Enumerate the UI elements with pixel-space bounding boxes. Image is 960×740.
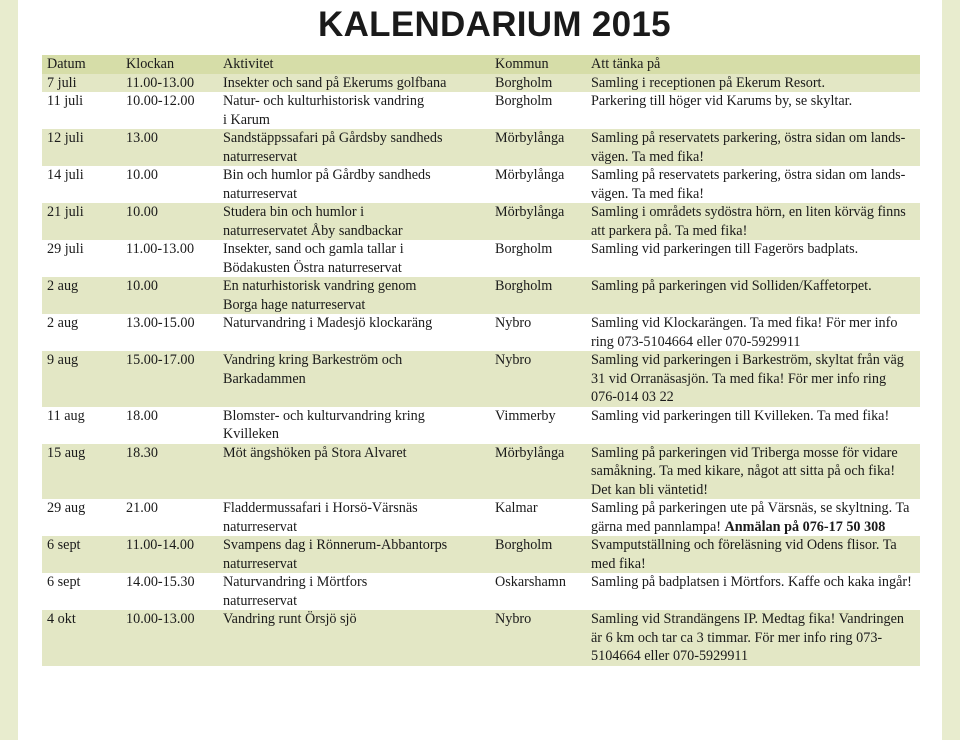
table-header-row [42,55,920,74]
cell-note: Samling på reservatets parkering, östra sidan om lands- vägen. Ta med fika! [591,167,906,202]
table-row [42,277,920,314]
cell-time: 11.00-14.00 [126,537,195,553]
page-title: KALENDARIUM 2015 [318,5,671,44]
table-row [42,129,920,166]
cell-date: 21 juli [47,204,84,220]
cell-municipality: Borgholm [495,93,553,109]
table-body [42,74,920,666]
cell-activity: Svampens dag i Rönnerum-Abbantorps naturreservat [223,537,448,572]
table-row [42,499,920,536]
cell-activity: Sandstäppssafari på Gårdsby sandheds naturreservat [223,130,443,165]
cell-time: 21.00 [126,500,158,516]
cell-activity: Studera bin och humlor i naturreservatet Åby sandbackar [223,204,403,239]
cell-note: Samling vid parkeringen i Barkeström, skyltat från väg 31 vid Orranäsasjön. Ta med fika! För mer info ring 076-014 03 22 [591,352,904,405]
cell-date: 6 sept [47,574,81,590]
cell-date: 7 juli [47,74,77,91]
cell-note: Samling på badplatsen i Mörtfors. Kaffe och kaka ingår! [591,574,912,590]
cell-date: 29 juli [47,241,84,257]
header-note: Att tänka på [591,56,661,72]
cell-time: 11.00-13.00 [126,241,195,257]
cell-time: 13.00 [126,130,158,146]
header-activity: Aktivitet [223,56,274,72]
cell-note: Samling vid Klockarängen. Ta med fika! För mer info ring 073-5104664 eller 070-5929911 [591,315,898,350]
table-row [42,351,920,407]
table-row [42,314,920,351]
cell-activity: En naturhistorisk vandring genom Borga hage naturreservat [223,278,417,313]
cell-time: 10.00-13.00 [126,611,195,627]
table-row [42,444,920,500]
cell-time: 10.00 [126,204,158,220]
cell-activity: Naturvandring i Mörtfors naturreservat [223,574,368,609]
cell-activity: Insekter och sand på Ekerums golfbana [223,74,447,91]
cell-date: 9 aug [47,352,79,368]
cell-time: 15.00-17.00 [126,352,195,368]
table-row [42,166,920,203]
cell-activity: Möt ängshöken på Stora Alvaret [223,444,407,461]
cell-municipality: Vimmerby [495,407,556,424]
cell-note: Samling på parkeringen vid Solliden/Kaffetorpet. [591,278,872,294]
cell-note: Samling i receptionen på Ekerum Resort. [591,74,826,91]
table-row [42,407,920,444]
cell-municipality: Mörbylånga [495,444,565,461]
cell-municipality: Mörbylånga [495,130,565,146]
header-municipality: Kommun [495,56,549,72]
cell-time: 10.00 [126,167,158,183]
cell-note: Parkering till höger vid Karums by, se skyltar. [591,93,853,109]
cell-activity: Blomster- och kulturvandring kring Kvilleken [223,407,425,442]
cell-activity: Naturvandring i Madesjö klockaräng [223,315,433,331]
cell-note: Samling på reservatets parkering, östra sidan om lands- vägen. Ta med fika! [591,130,906,165]
table-row [42,573,920,610]
cell-note: Samling i områdets sydöstra hörn, en liten körväg finns att parkera på. Ta med fika! [591,204,906,239]
cell-time: 18.00 [126,407,158,424]
cell-date: 29 aug [47,500,86,516]
table-row [42,203,920,240]
cell-activity: Insekter, sand och gamla tallar i Bödakusten Östra naturreservat [223,241,404,276]
cell-note: Samling på parkeringen vid Triberga mosse för vidare samåkning. Ta med kikare, något att sitta på och fika! Det kan bli väntetid! [591,444,898,498]
table-row [42,536,920,573]
cell-date: 15 aug [47,444,86,461]
cell-date: 11 aug [47,407,85,424]
table-row [42,240,920,277]
cell-note: Svamputställning och föreläsning vid Odens flisor. Ta med fika! [591,537,897,572]
cell-time: 11.00-13.00 [126,74,195,91]
cell-activity: Fladdermussafari i Horsö-Värsnäs naturreservat [223,500,418,535]
cell-municipality: Kalmar [495,500,538,516]
cell-municipality: Mörbylånga [495,204,565,220]
cell-time: 14.00-15.30 [126,574,195,590]
cell-date: 12 juli [47,130,84,146]
cell-time: 13.00-15.00 [126,315,195,331]
cell-date: 11 juli [47,93,84,109]
cell-municipality: Borgholm [495,74,553,91]
cell-time: 10.00 [126,278,158,294]
cell-municipality: Nybro [495,315,532,331]
header-date: Datum [47,56,86,72]
cell-note: Samling vid parkeringen till Fagerörs badplats. [591,241,859,257]
cell-municipality: Nybro [495,611,532,627]
cell-activity: Vandring runt Örsjö sjö [223,611,357,627]
cell-date: 14 juli [47,167,84,183]
cell-time: 10.00-12.00 [126,93,195,109]
cell-activity: Natur- och kulturhistorisk vandring i Karum [223,93,425,128]
cell-municipality: Borgholm [495,241,553,257]
cell-note: Samling på parkeringen ute på Värsnäs, se skyltning. Ta gärna med pannlampa! Anmälan på 076-17 50 308 [591,500,910,535]
cell-municipality: Oskarshamn [495,574,566,590]
cell-time: 18.30 [126,444,158,461]
cell-municipality: Borgholm [495,278,553,294]
cell-note: Samling vid parkeringen till Kvilleken. Ta med fika! [591,407,890,424]
calendar-table [42,55,920,666]
cell-date: 6 sept [47,537,81,553]
cell-municipality: Nybro [495,352,532,368]
cell-date: 2 aug [47,315,79,331]
cell-date: 4 okt [47,611,76,627]
cell-activity: Vandring kring Barkeström och Barkadammen [223,352,403,387]
table-row [42,610,920,666]
cell-municipality: Borgholm [495,537,553,553]
note-highlight: Anmälan på 076-17 50 308 [724,518,886,535]
table-row [42,74,920,93]
table-row [42,92,920,129]
cell-note: Samling vid Strandängens IP. Medtag fika! Vandringen är 6 km och tar ca 3 timmar. För mer info ring 073- 5104664 eller 070-5929911 [591,611,904,664]
cell-activity: Bin och humlor på Gårdby sandheds naturreservat [223,167,431,202]
cell-municipality: Mörbylånga [495,167,565,183]
cell-date: 2 aug [47,278,79,294]
header-time: Klockan [126,56,175,72]
